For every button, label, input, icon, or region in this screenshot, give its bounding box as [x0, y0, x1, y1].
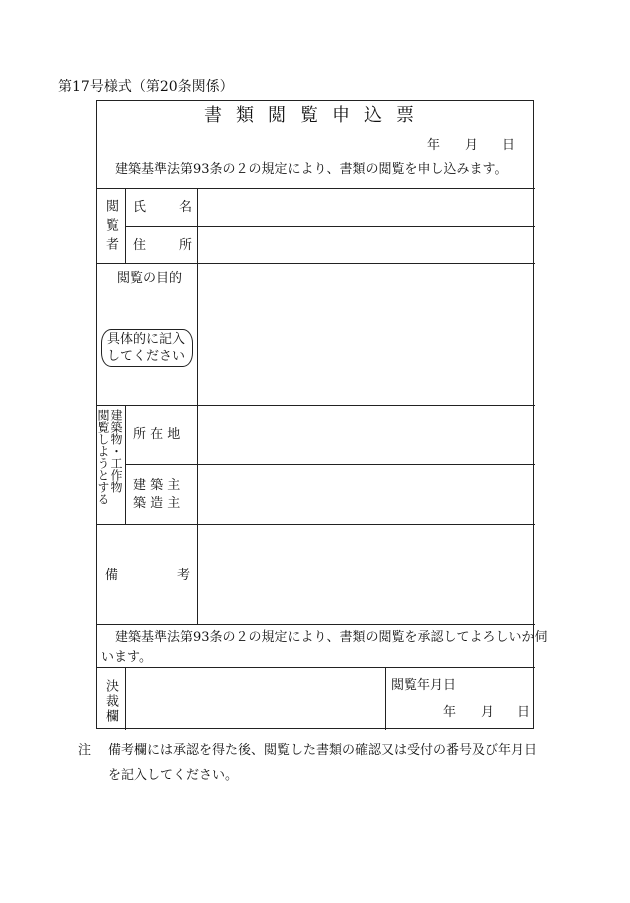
divider	[125, 188, 126, 263]
building-group-label-col2: 閲覧しようとする	[96, 409, 110, 505]
application-form	[96, 100, 548, 729]
view-date-day-label: 日	[517, 705, 531, 720]
decision-field[interactable]	[126, 668, 384, 729]
purpose-hint-line2: してください	[107, 349, 186, 364]
location-label: 所 在 地	[133, 427, 181, 442]
divider	[125, 405, 126, 524]
intro-text: 建築基準法第93条の２の規定により、書類の閲覧を申し込みます。	[115, 162, 508, 177]
purpose-field[interactable]	[198, 264, 534, 405]
approval-text-line1: 建築基準法第93条の２の規定により、書類の閲覧を承認してよろしいか伺	[115, 630, 548, 645]
remarks-field[interactable]	[198, 525, 534, 624]
remarks-label-a: 備	[105, 568, 119, 583]
owner-field[interactable]	[198, 465, 534, 524]
divider	[97, 624, 535, 625]
owner-label-line1: 建 築 主	[133, 478, 181, 493]
form-title: 書類閲覧申込票	[204, 105, 428, 126]
approval-text-line2: います。	[101, 650, 152, 665]
building-group-label-col1: 建築物・工作物	[109, 409, 123, 493]
name-label-b: 名	[179, 200, 193, 215]
address-field[interactable]	[198, 227, 534, 263]
decision-label: 決裁欄	[103, 679, 118, 724]
view-date-month-label: 月	[481, 705, 495, 720]
view-date-year-label: 年	[443, 705, 457, 720]
purpose-label: 閲覧の目的	[117, 271, 183, 286]
owner-label-line2: 築 造 主	[133, 496, 181, 511]
name-field[interactable]	[198, 189, 534, 226]
date-day-label: 日	[502, 138, 516, 153]
note-block	[78, 738, 548, 788]
address-label-b: 所	[179, 238, 193, 253]
note-text-line1: 備考欄には承認を得た後、閲覧した書類の確認又は受付の番号及び年月日	[108, 743, 538, 758]
note-text-line2: を記入してください。	[108, 768, 239, 783]
date-month-label: 月	[465, 138, 479, 153]
note-mark: 注	[78, 743, 92, 758]
name-label-a: 氏	[133, 200, 147, 215]
divider	[385, 667, 386, 730]
view-date-label: 閲覧年月日	[391, 678, 457, 693]
applicant-group-label: 閲覧者	[103, 199, 118, 256]
address-label-a: 住	[133, 238, 147, 253]
form-number-label: 第17号様式（第20条関係）	[58, 79, 234, 95]
purpose-hint-line1: 具体的に記入	[107, 332, 186, 347]
location-field[interactable]	[198, 406, 534, 464]
note-line1	[78, 738, 548, 763]
remarks-label-b: 考	[177, 568, 191, 583]
date-year-label: 年	[427, 138, 441, 153]
